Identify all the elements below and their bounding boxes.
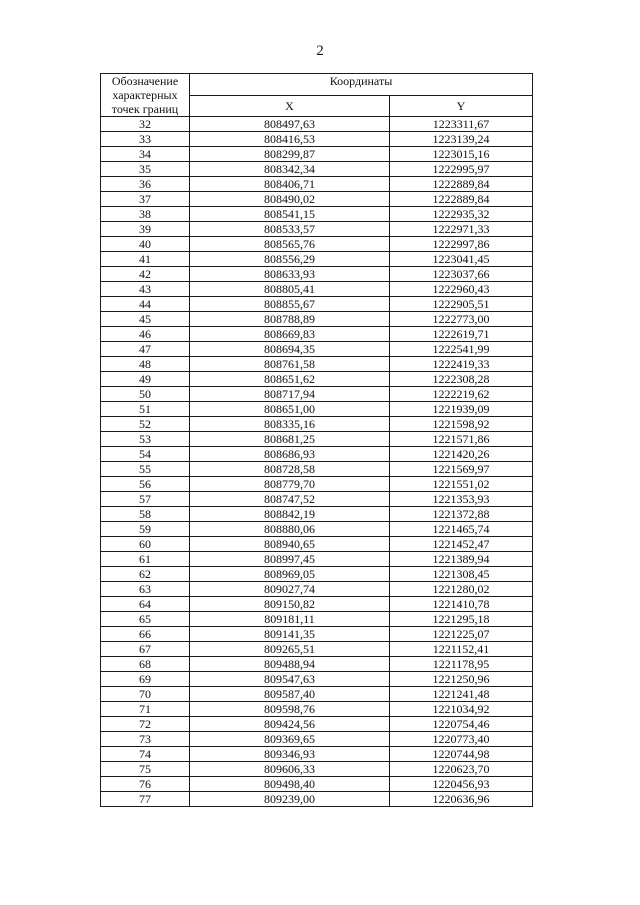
point-number-cell: 68 [101,657,190,672]
y-coordinate-cell: 1222889,84 [390,192,533,207]
x-coordinate-cell: 808761,58 [190,357,390,372]
point-label-line-2: характерных [112,88,178,102]
x-coordinate-cell: 808416,53 [190,132,390,147]
x-coordinate-cell: 808342,34 [190,162,390,177]
y-coordinate-cell: 1221353,93 [390,492,533,507]
y-coordinate-cell: 1221308,45 [390,567,533,582]
point-number-cell: 32 [101,117,190,132]
point-number-cell: 74 [101,747,190,762]
y-column-header: Y [390,95,533,117]
point-number-cell: 40 [101,237,190,252]
y-coordinate-cell: 1221598,92 [390,417,533,432]
point-number-cell: 59 [101,522,190,537]
point-number-cell: 48 [101,357,190,372]
y-coordinate-cell: 1222889,84 [390,177,533,192]
x-coordinate-cell: 809369,65 [190,732,390,747]
point-number-cell: 46 [101,327,190,342]
y-coordinate-cell: 1221571,86 [390,432,533,447]
y-coordinate-cell: 1221452,47 [390,537,533,552]
table-row [101,537,533,552]
y-coordinate-cell: 1221465,74 [390,522,533,537]
point-number-cell: 43 [101,282,190,297]
y-coordinate-cell: 1221241,48 [390,687,533,702]
y-coordinate-cell: 1222308,28 [390,372,533,387]
x-coordinate-cell: 808541,15 [190,207,390,222]
table-row [101,777,533,792]
x-coordinate-cell: 808940,65 [190,537,390,552]
x-coordinate-cell: 808335,16 [190,417,390,432]
y-coordinate-cell: 1221569,97 [390,462,533,477]
x-coordinate-cell: 808669,83 [190,327,390,342]
table-row [101,132,533,147]
table-row [101,297,533,312]
table-row [101,552,533,567]
x-coordinate-cell: 808490,02 [190,192,390,207]
point-number-cell: 57 [101,492,190,507]
point-number-cell: 71 [101,702,190,717]
y-coordinate-cell: 1222905,51 [390,297,533,312]
point-number-cell: 41 [101,252,190,267]
point-number-cell: 38 [101,207,190,222]
point-number-cell: 35 [101,162,190,177]
y-coordinate-cell: 1221152,41 [390,642,533,657]
y-coordinate-cell: 1220754,46 [390,717,533,732]
table-row [101,192,533,207]
table-row [101,282,533,297]
point-number-cell: 33 [101,132,190,147]
table-row [101,657,533,672]
point-number-cell: 69 [101,672,190,687]
point-number-cell: 34 [101,147,190,162]
table-row [101,147,533,162]
x-coordinate-cell: 808805,41 [190,282,390,297]
x-coordinate-cell: 808633,93 [190,267,390,282]
table-row [101,507,533,522]
point-number-cell: 64 [101,597,190,612]
x-coordinate-cell: 808779,70 [190,477,390,492]
table-row [101,672,533,687]
point-number-cell: 63 [101,582,190,597]
table-row [101,462,533,477]
point-label-line-1: Обозначение [111,74,179,88]
table-row [101,492,533,507]
table-header [101,74,533,117]
point-number-cell: 50 [101,387,190,402]
table-row [101,402,533,417]
point-number-cell: 73 [101,732,190,747]
point-number-cell: 55 [101,462,190,477]
x-coordinate-cell: 809141,35 [190,627,390,642]
x-coordinate-cell: 809181,11 [190,612,390,627]
y-coordinate-cell: 1220744,98 [390,747,533,762]
y-coordinate-cell: 1221280,02 [390,582,533,597]
x-coordinate-cell: 809150,82 [190,597,390,612]
point-number-cell: 56 [101,477,190,492]
table-row [101,177,533,192]
y-coordinate-cell: 1222995,97 [390,162,533,177]
point-number-cell: 45 [101,312,190,327]
y-coordinate-cell: 1222997,86 [390,237,533,252]
table-row [101,717,533,732]
table-row [101,417,533,432]
table-row [101,207,533,222]
page-number: 2 [316,43,324,59]
x-coordinate-cell: 809488,94 [190,657,390,672]
y-coordinate-cell: 1221250,96 [390,672,533,687]
point-number-cell: 52 [101,417,190,432]
table-row [101,357,533,372]
point-number-cell: 44 [101,297,190,312]
x-coordinate-cell: 808651,62 [190,372,390,387]
x-coordinate-cell: 809498,40 [190,777,390,792]
table-row [101,447,533,462]
y-coordinate-cell: 1221295,18 [390,612,533,627]
x-coordinate-cell: 808681,25 [190,432,390,447]
table-row [101,162,533,177]
x-coordinate-cell: 808694,35 [190,342,390,357]
table-row [101,117,533,132]
x-coordinate-cell: 808728,58 [190,462,390,477]
y-coordinate-cell: 1220456,93 [390,777,533,792]
y-coordinate-cell: 1222935,32 [390,207,533,222]
table-row [101,252,533,267]
table-row [101,372,533,387]
x-coordinate-cell: 808717,94 [190,387,390,402]
y-coordinate-cell: 1221551,02 [390,477,533,492]
point-number-cell: 47 [101,342,190,357]
point-number-cell: 60 [101,537,190,552]
point-number-cell: 76 [101,777,190,792]
x-coordinate-cell: 809027,74 [190,582,390,597]
point-label-line-3: точек границ [111,102,179,116]
table-row [101,432,533,447]
point-number-cell: 72 [101,717,190,732]
y-coordinate-cell: 1222773,00 [390,312,533,327]
y-coordinate-cell: 1222541,99 [390,342,533,357]
x-coordinate-cell: 808533,57 [190,222,390,237]
table-row [101,387,533,402]
table-row [101,732,533,747]
x-coordinate-cell: 808855,67 [190,297,390,312]
y-coordinate-cell: 1221389,94 [390,552,533,567]
point-number-cell: 54 [101,447,190,462]
y-coordinate-cell: 1221372,88 [390,507,533,522]
x-coordinate-cell: 809547,63 [190,672,390,687]
table-row [101,567,533,582]
x-coordinate-cell: 809265,51 [190,642,390,657]
y-coordinate-cell: 1220636,96 [390,792,533,807]
table-row [101,627,533,642]
point-number-cell: 66 [101,627,190,642]
table-row [101,237,533,252]
y-coordinate-cell: 1221939,09 [390,402,533,417]
table-row [101,762,533,777]
x-coordinate-cell: 808406,71 [190,177,390,192]
x-coordinate-cell: 808747,52 [190,492,390,507]
x-coordinate-cell: 808565,76 [190,237,390,252]
y-coordinate-cell: 1223041,45 [390,252,533,267]
y-coordinate-cell: 1222619,71 [390,327,533,342]
point-number-cell: 77 [101,792,190,807]
x-coordinate-cell: 808651,00 [190,402,390,417]
point-number-cell: 39 [101,222,190,237]
point-number-cell: 49 [101,372,190,387]
y-coordinate-cell: 1222219,62 [390,387,533,402]
y-coordinate-cell: 1223139,24 [390,132,533,147]
y-coordinate-cell: 1222960,43 [390,282,533,297]
x-coordinate-cell: 808880,06 [190,522,390,537]
coordinates-table [100,73,533,807]
point-number-cell: 51 [101,402,190,417]
point-number-cell: 62 [101,567,190,582]
x-coordinate-cell: 809239,00 [190,792,390,807]
x-coordinate-cell: 808299,87 [190,147,390,162]
table-row [101,792,533,807]
table-row [101,687,533,702]
point-number-cell: 36 [101,177,190,192]
y-coordinate-cell: 1223015,16 [390,147,533,162]
point-number-cell: 75 [101,762,190,777]
table-row [101,342,533,357]
x-coordinate-cell: 809587,40 [190,687,390,702]
point-number-cell: 37 [101,192,190,207]
table-row [101,222,533,237]
table-row [101,267,533,282]
x-coordinate-cell: 808788,89 [190,312,390,327]
y-coordinate-cell: 1221225,07 [390,627,533,642]
x-coordinate-cell: 808997,45 [190,552,390,567]
table-row [101,522,533,537]
x-coordinate-cell: 808686,93 [190,447,390,462]
x-coordinate-cell: 808969,05 [190,567,390,582]
point-number-cell: 58 [101,507,190,522]
x-coordinate-cell: 809424,56 [190,717,390,732]
y-coordinate-cell: 1221410,78 [390,597,533,612]
coordinates-header: Координаты [190,74,533,96]
y-coordinate-cell: 1222419,33 [390,357,533,372]
table-row [101,747,533,762]
y-coordinate-cell: 1223037,66 [390,267,533,282]
point-number-cell: 70 [101,687,190,702]
table-row [101,327,533,342]
x-coordinate-cell: 809346,93 [190,747,390,762]
table-row [101,312,533,327]
table-row [101,582,533,597]
x-coordinate-cell: 808497,63 [190,117,390,132]
x-coordinate-cell: 809606,33 [190,762,390,777]
table-row [101,702,533,717]
x-coordinate-cell: 808556,29 [190,252,390,267]
table-row [101,597,533,612]
table-row [101,477,533,492]
x-column-header: X [190,95,390,117]
y-coordinate-cell: 1223311,67 [390,117,533,132]
point-number-cell: 42 [101,267,190,282]
x-coordinate-cell: 809598,76 [190,702,390,717]
point-label-header [101,74,190,117]
y-coordinate-cell: 1222971,33 [390,222,533,237]
table-body [101,117,533,807]
table-row [101,642,533,657]
table-row [101,612,533,627]
point-number-cell: 65 [101,612,190,627]
y-coordinate-cell: 1220773,40 [390,732,533,747]
y-coordinate-cell: 1221034,92 [390,702,533,717]
x-coordinate-cell: 808842,19 [190,507,390,522]
y-coordinate-cell: 1220623,70 [390,762,533,777]
y-coordinate-cell: 1221178,95 [390,657,533,672]
point-number-cell: 67 [101,642,190,657]
point-number-cell: 53 [101,432,190,447]
point-number-cell: 61 [101,552,190,567]
y-coordinate-cell: 1221420,26 [390,447,533,462]
